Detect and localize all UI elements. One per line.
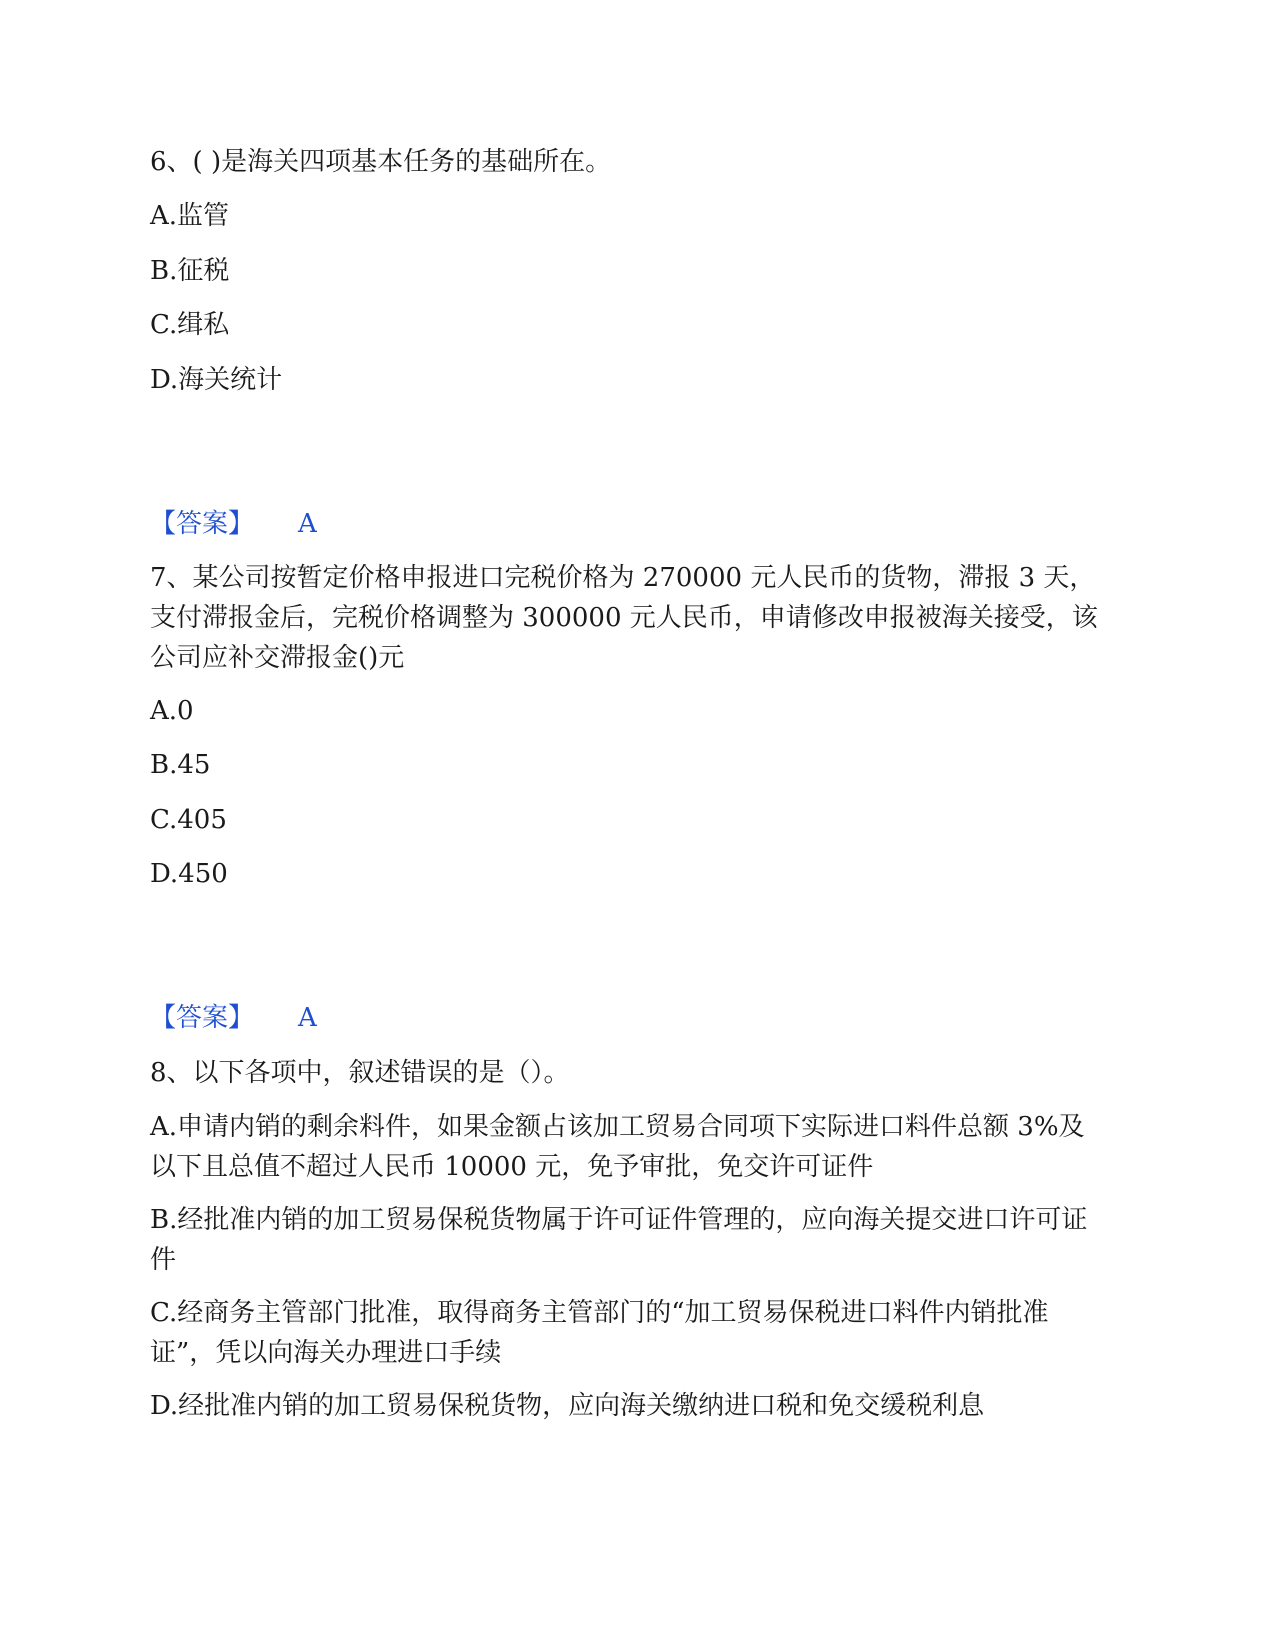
answer-value: A	[298, 509, 317, 539]
question-7-answer	[150, 998, 317, 1038]
question-7-option-d: D.450	[150, 859, 228, 889]
answer-value: A	[298, 1003, 317, 1033]
question-6-option-c: C.缉私	[150, 310, 230, 340]
question-8-option-b: B.经批准内销的加工贸易保税货物属于许可证件管理的，应向海关提交进口许可证件	[150, 1205, 1088, 1275]
question-6-stem: 6、( )是海关四项基本任务的基础所在。	[150, 147, 612, 177]
question-7-stem: 7、某公司按暂定价格申报进口完税价格为 270000 元人民币的货物，滞报 3 天，支付滞报金后，完税价格调整为 300000 元人民币，申请修改申报被海关接受，该公司应补交滞报金()元	[150, 563, 1098, 673]
question-8-option-c: C.经商务主管部门批准，取得商务主管部门的“加工贸易保税进口料件内销批准证”，凭以向海关办理进口手续	[150, 1298, 1049, 1368]
question-7-option-a: A.0	[150, 696, 194, 726]
question-7-option-b: B.45	[150, 750, 211, 780]
question-8-option-a: A.申请内销的剩余料件，如果金额占该加工贸易合同项下实际进口料件总额 3%及以下且总值不超过人民币 10000 元，免予审批，免交许可证件	[150, 1112, 1085, 1182]
question-6-option-a: A.监管	[150, 201, 230, 231]
question-7-option-c: C.405	[150, 805, 227, 835]
answer-label: 【答案】	[150, 1003, 255, 1033]
question-8-option-d: D.经批准内销的加工贸易保税货物，应向海关缴纳进口税和免交缓税利息	[150, 1391, 985, 1421]
question-6-answer	[150, 504, 317, 544]
question-8-stem: 8、以下各项中，叙述错误的是（）。	[150, 1058, 570, 1088]
question-6-option-d: D.海关统计	[150, 365, 283, 395]
question-6-option-b: B.征税	[150, 256, 230, 286]
answer-label: 【答案】	[150, 509, 255, 539]
